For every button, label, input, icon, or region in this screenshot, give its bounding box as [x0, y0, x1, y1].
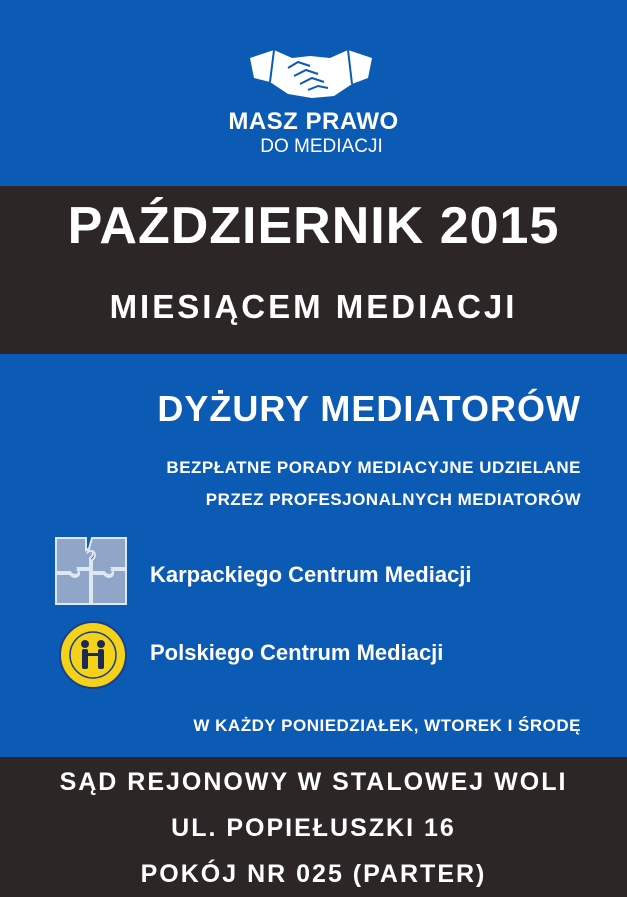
description-line-2: PRZEZ PROFESJONALNYCH MEDIATORÓW	[205, 490, 581, 509]
description-line-1: BEZPŁATNE PORADY MEDIACYJNE UDZIELANE	[166, 458, 581, 477]
org-karpackie: Karpackiego Centrum Mediacji	[150, 562, 472, 587]
seal-icon	[58, 620, 128, 690]
logo-title: MASZ PRAWO	[228, 108, 399, 135]
schedule-text: W KAŻDY PONIEDZIAŁEK, WTOREK I ŚRODĘ	[193, 716, 581, 735]
address-court: SĄD REJONOWY W STALOWEJ WOLI	[59, 768, 568, 796]
logo-subtitle: DO MEDIACJI	[260, 136, 383, 157]
org-polskie: Polskiego Centrum Mediacji	[150, 640, 444, 665]
handshake-icon	[248, 44, 374, 100]
address-street: UL. POPIEŁUSZKI 16	[171, 814, 456, 842]
headline-subtitle: MIESIĄCEM MEDIACJI	[109, 288, 518, 325]
address-room: POKÓJ NR 025 (PARTER)	[140, 860, 487, 888]
puzzle-icon	[52, 532, 132, 610]
section-title: DYŻURY MEDIATORÓW	[157, 388, 581, 429]
headline-title: PAŹDZIERNIK 2015	[67, 197, 560, 255]
